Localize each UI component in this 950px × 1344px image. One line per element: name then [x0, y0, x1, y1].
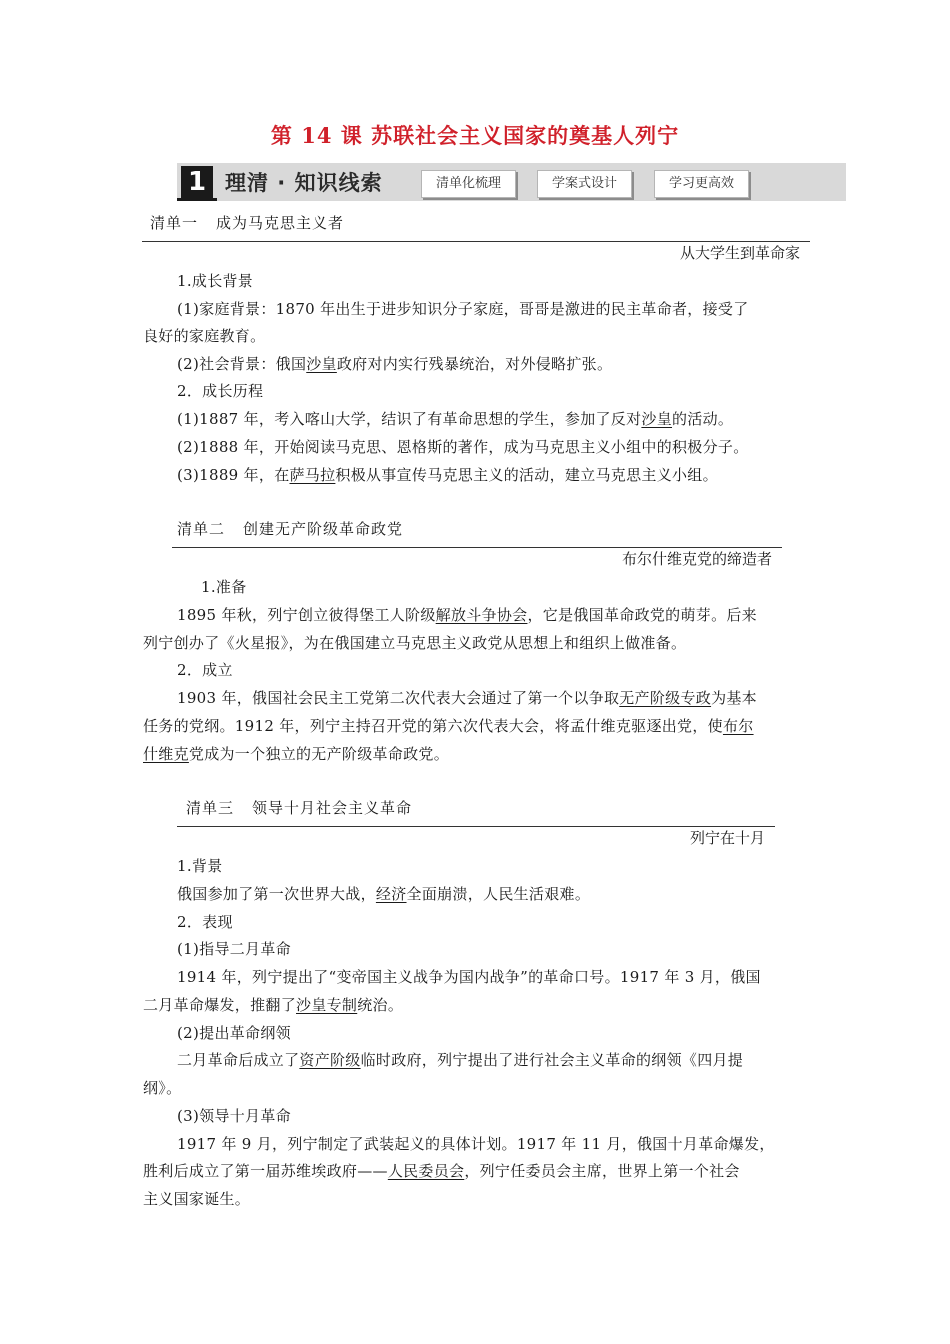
section2-p4	[143, 713, 754, 740]
text: (2)社会背景：俄国	[177, 355, 307, 373]
section1-h1: 1.成长背景	[177, 272, 254, 290]
text: 党成为一个独立的无产阶级革命政党。	[188, 745, 450, 763]
section2-heading	[177, 518, 403, 539]
section3-h1: 1.背景	[177, 857, 223, 875]
section3-p1	[177, 881, 590, 908]
underlined-term: 资产阶级	[299, 1051, 361, 1069]
underlined-term: 解放斗争协会	[435, 606, 528, 624]
underlined-term: 无产阶级专政	[619, 689, 712, 707]
underlined-term: 萨马拉	[289, 466, 336, 484]
underlined-term: 沙皇专制	[296, 996, 358, 1014]
section1-heading	[150, 212, 344, 233]
tag-checklist: 清单化梳理	[421, 170, 516, 198]
section2-h2: 2．成立	[177, 661, 233, 679]
text: 二月革命爆发，推翻了	[143, 996, 297, 1014]
section-banner	[177, 163, 846, 201]
page-title: 第 14 课 苏联社会主义国家的奠基人列宁	[270, 123, 680, 148]
section3-p7	[143, 1158, 740, 1185]
text: 胜利后成立了第一届苏维埃政府——	[143, 1162, 388, 1180]
section1-title: 成为马克思主义者	[216, 214, 345, 232]
section3-p5: 纲》。	[143, 1079, 182, 1097]
section2-label: 清单二	[177, 520, 226, 538]
section1-h2: 2．成长历程	[177, 382, 264, 400]
underlined-term: 沙皇	[306, 355, 337, 373]
section3-p4	[177, 1047, 743, 1074]
section2-title: 创建无产阶级革命政党	[243, 520, 404, 538]
text: 积极从事宣传马克思主义的活动，建立马克思主义小组。	[335, 466, 718, 484]
section3-subtitle: 列宁在十月	[689, 829, 765, 847]
section3-h2: 2．表现	[177, 913, 233, 931]
section1-p4: (2)1888 年，开始阅读马克思、恩格斯的著作，成为马克思主义小组中的积极分子。	[177, 438, 749, 456]
section3-heading	[186, 797, 412, 818]
section3-p8: 主义国家诞生。	[143, 1190, 251, 1208]
tag-efficient: 学习更高效	[654, 170, 749, 198]
underlined-term: 什维克	[143, 745, 189, 763]
text: 统治。	[357, 996, 404, 1014]
section1-p3	[177, 406, 733, 433]
text: 为基本	[711, 689, 757, 707]
section3-h4: (2)提出革命纲领	[177, 1024, 291, 1042]
section2-h1: 1.准备	[201, 578, 247, 596]
text: 1895 年秋，列宁创立彼得堡工人阶级	[177, 606, 436, 624]
text: 政府对内实行残暴统治，对外侵略扩张。	[336, 355, 613, 373]
section3-p3	[143, 992, 403, 1019]
underlined-term: 人民委员会	[387, 1162, 465, 1180]
section2-p2: 列宁创办了《火星报》，为在俄国建立马克思主义政党从思想上和组织上做准备。	[143, 634, 687, 652]
section1-p1b: 良好的家庭教育。	[143, 327, 266, 345]
tag-design: 学案式设计	[537, 170, 632, 198]
text: 临时政府，列宁提出了进行社会主义革命的纲领《四月提	[360, 1051, 744, 1069]
banner-heading: 理清 · 知识线索	[225, 171, 383, 195]
text: 俄国参加了第一次世界大战，	[177, 885, 376, 903]
text: (1)1887 年，考入喀山大学，结识了有革命思想的学生，参加了反对	[177, 410, 642, 428]
section3-h3: (1)指导二月革命	[177, 940, 291, 958]
text: (3)1889 年，在	[177, 466, 290, 484]
text: 二月革命后成立了	[177, 1051, 300, 1069]
section3-title: 领导十月社会主义革命	[252, 799, 413, 817]
text: ，列宁任委员会主席，世界上第一个社会	[464, 1162, 740, 1180]
section3-p2: 1914 年，列宁提出了“变帝国主义战争为国内战争”的革命口号。1917 年 3 月，俄国	[177, 968, 761, 986]
text: 全面崩溃，人民生活艰难。	[406, 885, 591, 903]
underlined-term: 布尔	[722, 717, 754, 735]
section2-p3	[177, 685, 757, 712]
section1-subtitle: 从大学生到革命家	[679, 244, 800, 262]
underlined-term: 经济	[375, 885, 407, 903]
text: 任务的党纲。1912 年，列宁主持召开党的第六次代表大会，将孟什维克驱逐出党，使	[143, 717, 723, 735]
section2-subtitle: 布尔什维克党的缔造者	[621, 550, 772, 568]
text: 1903 年，俄国社会民主工党第二次代表大会通过了第一个以争取	[177, 689, 620, 707]
section1-p5	[177, 462, 718, 489]
section2-p1	[177, 602, 757, 629]
section3-label: 清单三	[186, 799, 235, 817]
section1-p2	[177, 351, 612, 378]
text: 的活动。	[672, 410, 734, 428]
banner-number-badge: 1	[181, 166, 213, 198]
section3-p6: 1917 年 9 月，列宁制定了武装起义的具体计划。1917 年 11 月，俄国十月革命爆发，	[177, 1135, 775, 1153]
section2-p5	[143, 741, 449, 768]
section1-p1a: (1)家庭背景：1870 年出生于进步知识分子家庭，哥哥是激进的民主革命者，接受了	[177, 300, 749, 318]
section1-label: 清单一	[150, 214, 199, 232]
underlined-term: 沙皇	[641, 410, 673, 428]
text: ，它是俄国革命政党的萌芽。后来	[527, 606, 757, 624]
section3-h5: (3)领导十月革命	[177, 1107, 291, 1125]
